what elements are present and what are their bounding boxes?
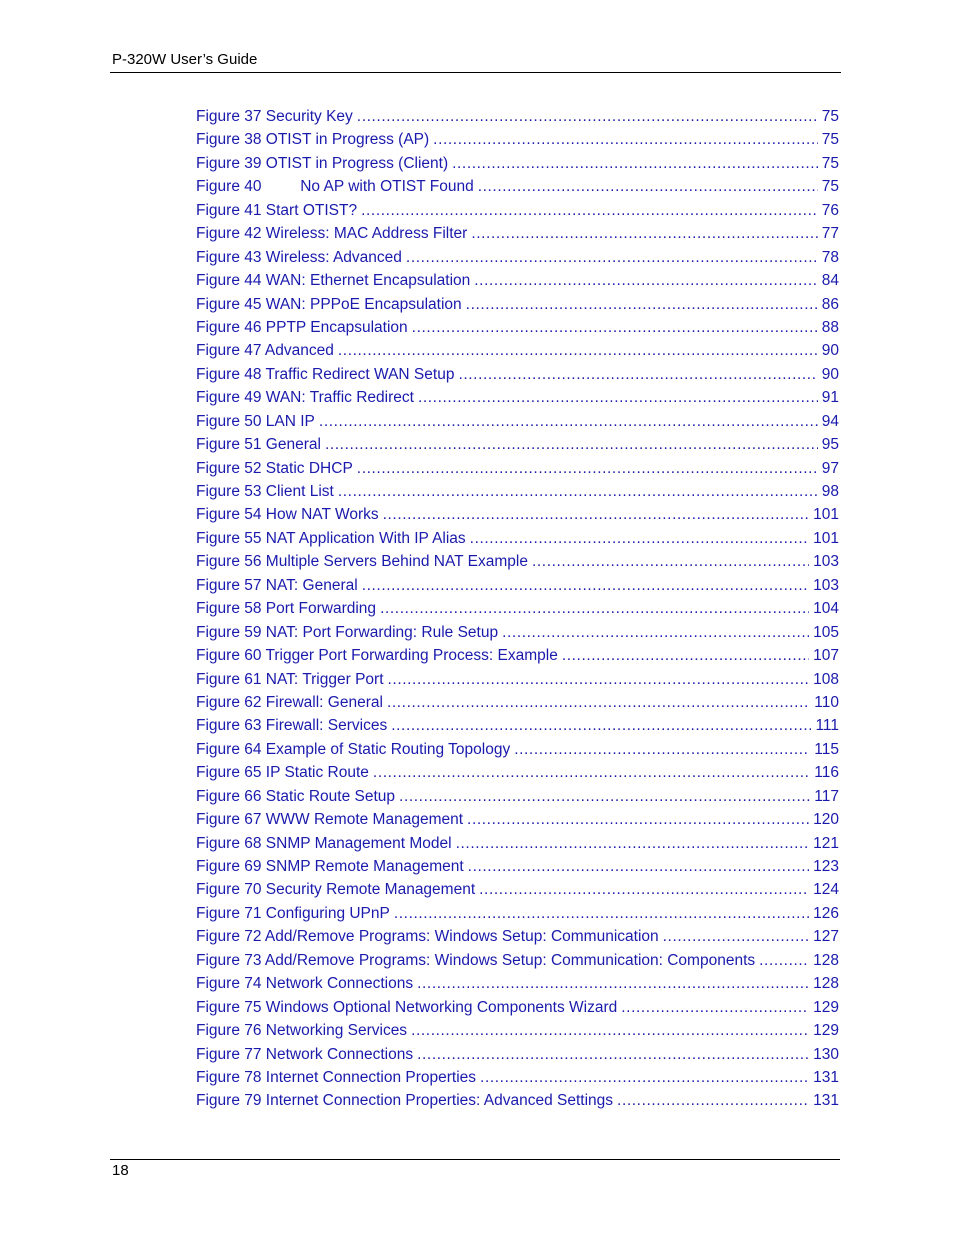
- toc-entry[interactable]: [196, 269, 839, 292]
- toc-entry[interactable]: [196, 996, 839, 1019]
- toc-entry[interactable]: [196, 621, 839, 644]
- toc-entry-page[interactable]: 120: [813, 811, 839, 829]
- toc-entry-title[interactable]: Figure 66 Static Route Setup: [196, 787, 396, 805]
- toc-entry-title[interactable]: Figure 45 WAN: PPPoE Encapsulation: [196, 295, 462, 313]
- toc-entry-page[interactable]: 108: [813, 670, 839, 688]
- toc-entry-title[interactable]: Figure 71 Configuring UPnP: [196, 904, 390, 922]
- toc-entry-title[interactable]: Figure 54 How NAT Works: [196, 506, 379, 524]
- toc-dot-leader: [325, 433, 818, 456]
- toc-dot-leader: [387, 691, 810, 714]
- toc-entry[interactable]: [196, 199, 839, 222]
- toc-entry[interactable]: [196, 1019, 839, 1042]
- toc-entry-page[interactable]: 103: [813, 553, 839, 571]
- toc-entry-page[interactable]: 130: [813, 1045, 839, 1063]
- toc-dot-leader: [380, 597, 809, 620]
- toc-dot-leader: [663, 925, 810, 948]
- toc-entry[interactable]: [196, 808, 839, 831]
- toc-entry-title[interactable]: Figure 41 Start OTIST?: [196, 201, 358, 219]
- toc-entry[interactable]: [196, 597, 839, 620]
- toc-dot-leader: [468, 855, 809, 878]
- toc-entry-page[interactable]: 104: [813, 600, 839, 618]
- toc-entry[interactable]: [196, 410, 839, 433]
- toc-entry-page[interactable]: 131: [813, 1068, 839, 1086]
- toc-dot-leader: [411, 1019, 809, 1042]
- toc-entry-title[interactable]: Figure 48 Traffic Redirect WAN Setup: [196, 365, 455, 383]
- toc-entry-title[interactable]: Figure 77 Network Connections: [196, 1045, 414, 1063]
- toc-dot-leader: [617, 1089, 809, 1112]
- toc-entry[interactable]: [196, 527, 839, 550]
- toc-entry[interactable]: [196, 738, 839, 761]
- toc-entry-page[interactable]: 124: [813, 881, 839, 899]
- toc-entry[interactable]: [196, 1066, 839, 1089]
- toc-entry-page[interactable]: 84: [821, 272, 839, 290]
- header-rule: [110, 72, 841, 73]
- toc-entry[interactable]: [196, 550, 839, 573]
- toc-entry-title[interactable]: Figure 60 Trigger Port Forwarding Process: Example: [196, 647, 558, 665]
- toc-entry-page[interactable]: 129: [813, 1022, 839, 1040]
- toc-entry-page[interactable]: 88: [821, 318, 839, 336]
- toc-dot-leader: [474, 269, 817, 292]
- toc-entry-page[interactable]: 121: [813, 834, 839, 852]
- toc-entry[interactable]: [196, 175, 839, 198]
- toc-entry[interactable]: [196, 316, 839, 339]
- toc-entry-page[interactable]: 110: [814, 693, 839, 711]
- toc-entry-title[interactable]: Figure 51 General: [196, 436, 321, 454]
- toc-entry-page[interactable]: 86: [821, 295, 839, 313]
- toc-entry[interactable]: [196, 832, 839, 855]
- toc-entry-title[interactable]: Figure 56 Multiple Servers Behind NAT Example: [196, 553, 528, 571]
- toc-entry-title[interactable]: Figure 64 Example of Static Routing Topology: [196, 740, 511, 758]
- toc-entry[interactable]: [196, 668, 839, 691]
- toc-entry-page[interactable]: 78: [821, 248, 839, 266]
- toc-entry[interactable]: [196, 222, 839, 245]
- toc-entry-title[interactable]: Figure 57 NAT: General: [196, 576, 358, 594]
- toc-entry-title[interactable]: Figure 58 Port Forwarding: [196, 600, 377, 618]
- toc-entry[interactable]: [196, 503, 839, 526]
- toc-entry-page[interactable]: 128: [813, 975, 839, 993]
- toc-entry[interactable]: [196, 855, 839, 878]
- toc-entry-title[interactable]: Figure 67 WWW Remote Management: [196, 811, 464, 829]
- toc-entry[interactable]: [196, 363, 839, 386]
- toc-entry-title[interactable]: Figure 74 Network Connections: [196, 975, 414, 993]
- list-of-figures: [196, 105, 839, 1113]
- toc-entry-page[interactable]: 116: [814, 764, 839, 782]
- toc-entry-title[interactable]: Figure 70 Security Remote Management: [196, 881, 476, 899]
- toc-dot-leader: [471, 222, 817, 245]
- page-number: 18: [112, 1162, 129, 1179]
- toc-entry[interactable]: [196, 152, 839, 175]
- toc-dot-leader: [467, 808, 809, 831]
- toc-entry-page[interactable]: 101: [813, 506, 839, 524]
- toc-entry[interactable]: [196, 691, 839, 714]
- toc-dot-leader: [417, 1043, 809, 1066]
- toc-entry-page[interactable]: 123: [813, 858, 839, 875]
- toc-entry-page[interactable]: 117: [814, 787, 839, 805]
- toc-entry-title[interactable]: Figure 55 NAT Application With IP Alias: [196, 529, 466, 547]
- toc-entry-title[interactable]: Figure 43 Wireless: Advanced: [196, 248, 402, 266]
- toc-entry[interactable]: [196, 761, 839, 784]
- toc-entry-title[interactable]: Figure 79 Internet Connection Properties: Advanced Settings: [196, 1092, 614, 1110]
- toc-dot-leader: [458, 363, 817, 386]
- toc-dot-leader: [478, 175, 818, 198]
- toc-entry-title[interactable]: Figure 52 Static DHCP: [196, 459, 353, 477]
- toc-dot-leader: [412, 316, 818, 339]
- toc-entry-title[interactable]: Figure 50 LAN IP: [196, 412, 315, 430]
- toc-entry-title[interactable]: Figure 42 Wireless: MAC Address Filter: [196, 225, 468, 243]
- toc-entry[interactable]: [196, 972, 839, 995]
- toc-entry-title[interactable]: Figure 75 Windows Optional Networking Components Wizard: [196, 998, 618, 1016]
- toc-dot-leader: [319, 410, 818, 433]
- toc-dot-leader: [338, 480, 818, 503]
- toc-entry-title[interactable]: Figure 40 No AP with OTIST Found: [196, 178, 474, 196]
- toc-entry-page[interactable]: 75: [821, 108, 839, 125]
- toc-dot-leader: [532, 550, 809, 573]
- toc-entry-page[interactable]: 97: [821, 459, 839, 477]
- toc-entry-page[interactable]: 103: [813, 576, 839, 594]
- toc-entry-page[interactable]: 131: [813, 1092, 839, 1110]
- header-title: P-320W User’s Guide: [112, 51, 258, 68]
- toc-entry[interactable]: [196, 714, 839, 737]
- toc-entry-page[interactable]: 111: [815, 717, 839, 735]
- toc-entry[interactable]: [196, 1043, 839, 1066]
- toc-entry-page[interactable]: 101: [813, 529, 839, 547]
- toc-entry-title[interactable]: Figure 47 Advanced: [196, 342, 334, 360]
- toc-entry-title[interactable]: Figure 76 Networking Services: [196, 1022, 408, 1040]
- toc-dot-leader: [759, 949, 809, 972]
- toc-dot-leader: [362, 574, 809, 597]
- toc-entry-page[interactable]: 126: [813, 904, 839, 922]
- toc-dot-leader: [361, 199, 818, 222]
- toc-entry[interactable]: [196, 386, 839, 409]
- toc-dot-leader: [621, 996, 809, 1019]
- toc-entry[interactable]: [196, 105, 839, 128]
- toc-dot-leader: [514, 738, 810, 761]
- toc-entry-page[interactable]: 98: [821, 483, 839, 500]
- toc-entry[interactable]: [196, 785, 839, 808]
- toc-entry-page[interactable]: 128: [813, 951, 839, 969]
- toc-entry-title[interactable]: Figure 37 Security Key: [196, 108, 353, 125]
- toc-entry-page[interactable]: 115: [814, 740, 839, 758]
- toc-entry-title[interactable]: Figure 72 Add/Remove Programs: Windows Setup: Communication: [196, 928, 659, 946]
- toc-dot-leader: [399, 785, 810, 808]
- toc-dot-leader: [406, 246, 818, 269]
- toc-entry[interactable]: [196, 574, 839, 597]
- toc-entry-title[interactable]: Figure 78 Internet Connection Properties: [196, 1068, 477, 1086]
- toc-entry-page[interactable]: 90: [821, 342, 839, 360]
- toc-entry-page[interactable]: 91: [821, 389, 839, 407]
- toc-entry-page[interactable]: 77: [821, 225, 839, 243]
- toc-dot-leader: [394, 902, 809, 925]
- toc-entry-page[interactable]: 95: [821, 436, 839, 454]
- toc-entry-title[interactable]: Figure 44 WAN: Ethernet Encapsulation: [196, 272, 471, 290]
- toc-entry-page[interactable]: 127: [813, 928, 839, 946]
- toc-entry-page[interactable]: 94: [821, 412, 839, 430]
- toc-dot-leader: [388, 668, 810, 691]
- toc-dot-leader: [357, 105, 818, 128]
- toc-dot-leader: [502, 621, 809, 644]
- toc-entry-page[interactable]: 107: [813, 647, 839, 665]
- toc-entry-page[interactable]: 76: [821, 201, 839, 219]
- toc-entry[interactable]: [196, 128, 839, 151]
- toc-entry-title[interactable]: Figure 39 OTIST in Progress (Client): [196, 154, 449, 172]
- toc-dot-leader: [373, 761, 810, 784]
- toc-dot-leader: [470, 527, 809, 550]
- toc-entry-title[interactable]: Figure 46 PPTP Encapsulation: [196, 318, 408, 336]
- toc-dot-leader: [391, 714, 811, 737]
- toc-entry[interactable]: [196, 339, 839, 362]
- toc-entry[interactable]: [196, 644, 839, 667]
- toc-entry-page[interactable]: 75: [821, 131, 839, 149]
- toc-entry[interactable]: [196, 949, 839, 972]
- toc-entry-title[interactable]: Figure 53 Client List: [196, 483, 334, 500]
- toc-dot-leader: [466, 293, 818, 316]
- toc-dot-leader: [480, 1066, 809, 1089]
- toc-dot-leader: [562, 644, 809, 667]
- toc-entry[interactable]: [196, 457, 839, 480]
- toc-entry-page[interactable]: 105: [813, 623, 839, 641]
- toc-entry-title[interactable]: Figure 65 IP Static Route: [196, 764, 369, 782]
- toc-entry-title[interactable]: Figure 38 OTIST in Progress (AP): [196, 131, 430, 149]
- toc-dot-leader: [357, 457, 818, 480]
- toc-entry[interactable]: [196, 1089, 839, 1112]
- toc-entry-page[interactable]: 75: [821, 154, 839, 172]
- toc-dot-leader: [418, 386, 818, 409]
- toc-entry-title[interactable]: Figure 63 Firewall: Services: [196, 717, 388, 735]
- toc-entry[interactable]: [196, 480, 839, 503]
- toc-entry-title[interactable]: Figure 49 WAN: Traffic Redirect: [196, 389, 414, 407]
- toc-entry-title[interactable]: Figure 69 SNMP Remote Management: [196, 858, 464, 875]
- toc-entry-title[interactable]: Figure 61 NAT: Trigger Port: [196, 670, 384, 688]
- toc-dot-leader: [479, 878, 809, 901]
- toc-entry-page[interactable]: 75: [821, 178, 839, 196]
- toc-dot-leader: [417, 972, 809, 995]
- toc-entry-title[interactable]: Figure 73 Add/Remove Programs: Windows Setup: Communication: Components: [196, 951, 756, 969]
- toc-entry[interactable]: [196, 433, 839, 456]
- toc-entry[interactable]: [196, 925, 839, 948]
- toc-dot-leader: [452, 152, 818, 175]
- toc-entry-title[interactable]: Figure 68 SNMP Management Model: [196, 834, 452, 852]
- toc-entry-title[interactable]: Figure 62 Firewall: General: [196, 693, 383, 711]
- toc-entry[interactable]: [196, 246, 839, 269]
- toc-entry[interactable]: [196, 878, 839, 901]
- toc-entry-title[interactable]: Figure 59 NAT: Port Forwarding: Rule Setup: [196, 623, 499, 641]
- toc-entry[interactable]: [196, 293, 839, 316]
- footer-rule: [110, 1159, 840, 1160]
- toc-entry[interactable]: [196, 902, 839, 925]
- toc-entry-page[interactable]: 129: [813, 998, 839, 1016]
- toc-dot-leader: [456, 832, 810, 855]
- toc-dot-leader: [433, 128, 818, 151]
- toc-entry-page[interactable]: 90: [821, 365, 839, 383]
- toc-dot-leader: [383, 503, 810, 526]
- toc-dot-leader: [338, 339, 818, 362]
